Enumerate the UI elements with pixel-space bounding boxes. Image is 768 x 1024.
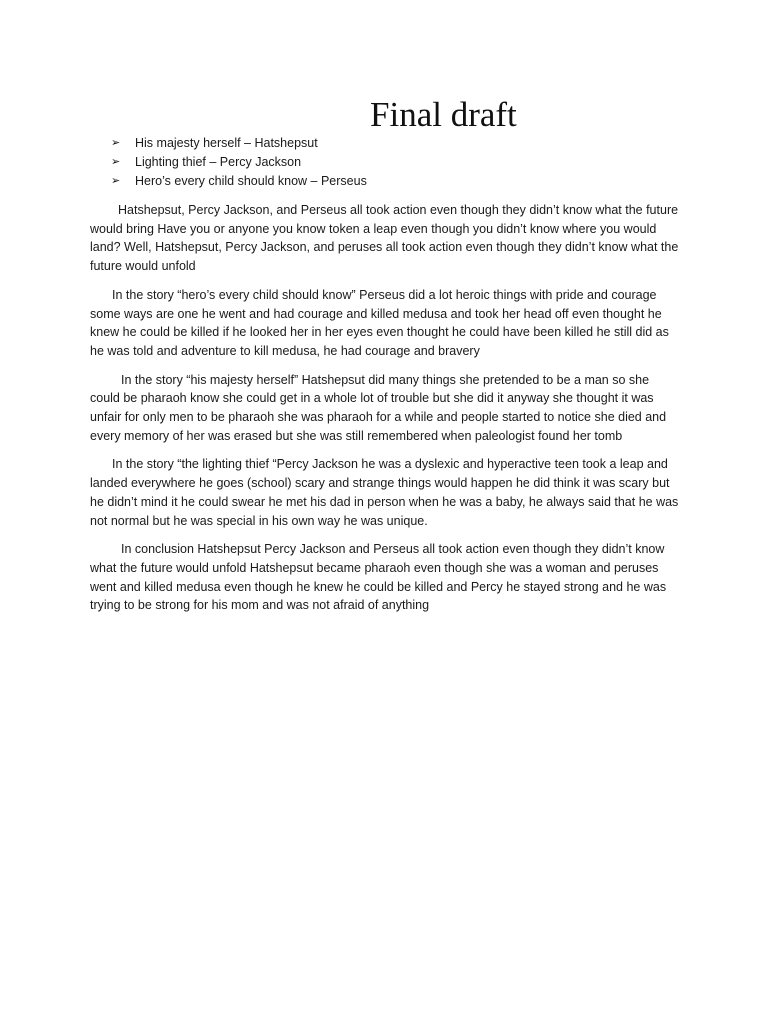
bullet-item — [111, 134, 367, 153]
arrowhead-bullet-icon: ➢ — [111, 137, 121, 149]
paragraph-percy-jackson: In the story “the lighting thief “Percy Jackson he was a dyslexic and hyperactive teen took a leap and landed everywhere he goes (school) scary and strange things would happen he did think it was scary but he didn’t mind it he could swear he met his dad in person when he was a baby, he always said that he was not normal but he was special in his own way he was unique. — [90, 457, 679, 528]
document-body — [90, 201, 680, 625]
paragraph-hatshepsut: In the story “his majesty herself” Hatshepsut did many things she pretended to be a man so she could be pharaoh know she could get in a whole lot of trouble but she did it anyway she thought it was unfair for only men to be pharaoh she was pharaoh for a while and people started to notice she died and every memory of her was erased but she was still remembered when paleologist found her tomb — [90, 372, 667, 443]
bullet-item — [111, 172, 367, 191]
page-title: Final draft — [370, 95, 517, 134]
bullet-list — [111, 134, 367, 191]
bullet-text: Hero’s every child should know – Perseus — [135, 174, 367, 188]
paragraph-perseus: In the story “hero’s every child should know” Perseus did a lot heroic things with pride and courage some ways are one he went and had courage and killed medusa and took her head off even thought he knew he could be killed if he looked her in her eyes even thought he could have been killed he still did as he was told and adventure to kill medusa, he had courage and bravery — [90, 287, 669, 358]
paragraph-conclusion: In conclusion Hatshepsut Percy Jackson and Perseus all took action even though they didn’t know what the future would unfold Hatshepsut became pharaoh even though she was a woman and peruses went and killed medusa even though he knew he could be killed and Percy he stayed strong and he was trying to be strong for his mom and was not afraid of anything — [90, 542, 667, 613]
arrowhead-bullet-icon: ➢ — [111, 156, 121, 168]
bullet-text: His majesty herself – Hatshepsut — [135, 136, 318, 150]
paragraph-introduction: Hatshepsut, Percy Jackson, and Perseus all took action even though they didn’t know what the future would bring Have you or anyone you know token a leap even though you didn’t know where you would land? Well, Hatshepsut, Percy Jackson, and peruses all took action even though they didn’t know what the future would unfold — [90, 203, 679, 274]
bullet-text: Lighting thief – Percy Jackson — [135, 155, 302, 169]
arrowhead-bullet-icon: ➢ — [111, 175, 121, 187]
bullet-item — [111, 153, 367, 172]
